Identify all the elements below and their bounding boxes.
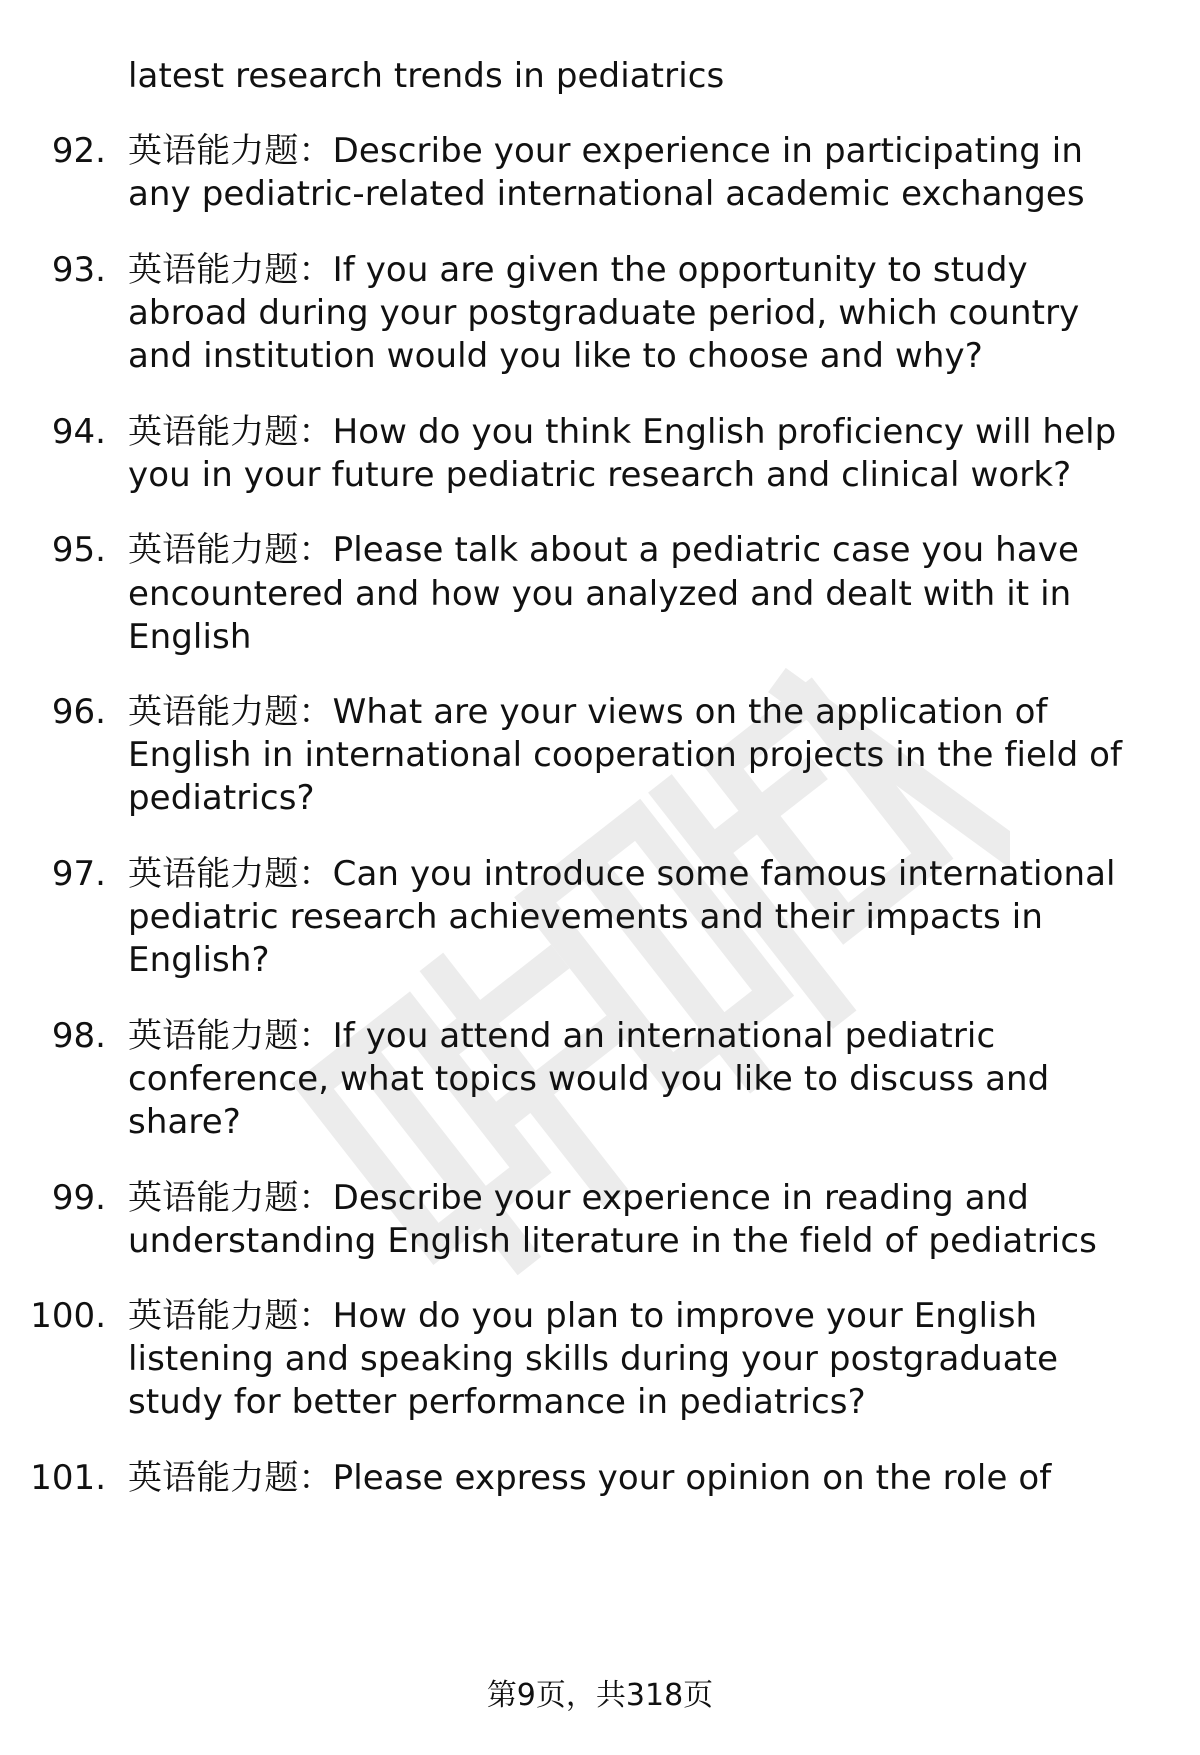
question-line: understanding English literature in the field of pediatrics	[128, 1221, 1097, 1261]
question-text: Describe your experience in participating in	[332, 131, 1084, 171]
question-line: pediatric research achievements and their impacts in	[128, 897, 1043, 937]
question-line: English	[128, 617, 252, 657]
question-text: Describe your experience in reading and	[332, 1178, 1029, 1218]
continuation-line: latest research trends in pediatrics	[128, 56, 725, 96]
question-line: share?	[128, 1102, 241, 1142]
question-number: 95.	[51, 530, 106, 570]
question-line	[128, 688, 1048, 736]
question-number: 94.	[51, 412, 106, 452]
question-line: study for better performance in pediatrics?	[128, 1382, 866, 1422]
question-number: 93.	[51, 250, 106, 290]
question-line: English?	[128, 940, 270, 980]
question-line: you in your future pediatric research and clinical work?	[128, 455, 1072, 495]
question-line	[128, 1012, 995, 1060]
question-number: 98.	[51, 1016, 106, 1056]
question-text: Can you introduce some famous international	[332, 854, 1116, 894]
question-line	[128, 246, 1028, 294]
question-prefix: 英语能力题：	[128, 692, 333, 732]
question-line	[128, 850, 1116, 898]
question-line: encountered and how you analyzed and dealt with it in	[128, 574, 1072, 614]
question-line: pediatrics?	[128, 778, 315, 818]
question-prefix: 英语能力题：	[128, 131, 333, 171]
question-prefix: 英语能力题：	[128, 1296, 333, 1336]
question-text: What are your views on the application of	[332, 692, 1048, 732]
question-line	[128, 408, 1116, 456]
question-prefix: 英语能力题：	[128, 250, 333, 290]
question-text: Please express your opinion on the role of	[332, 1458, 1052, 1498]
question-line: any pediatric-related international academic exchanges	[128, 174, 1085, 214]
question-text: How do you plan to improve your English	[332, 1296, 1038, 1336]
question-text: Please talk about a pediatric case you have	[332, 530, 1079, 570]
question-line: and institution would you like to choose and why?	[128, 336, 983, 376]
question-prefix: 英语能力题：	[128, 854, 333, 894]
question-line	[128, 1292, 1037, 1340]
question-text: How do you think English proficiency will help	[332, 412, 1117, 452]
question-line	[128, 526, 1079, 574]
page-footer: 第9页，共318页	[486, 1678, 714, 1713]
question-number: 96.	[51, 692, 106, 732]
question-text: If you attend an international pediatric	[332, 1016, 996, 1056]
question-prefix: 英语能力题：	[128, 530, 333, 570]
question-prefix: 英语能力题：	[128, 1016, 333, 1056]
question-line: listening and speaking skills during your postgraduate	[128, 1339, 1059, 1379]
question-number: 99.	[51, 1178, 106, 1218]
question-line	[128, 1454, 1051, 1502]
question-number: 92.	[51, 131, 106, 171]
question-number: 101.	[30, 1458, 106, 1498]
question-text: If you are given the opportunity to study	[332, 250, 1028, 290]
question-prefix: 英语能力题：	[128, 412, 333, 452]
question-line	[128, 1174, 1029, 1222]
question-line: abroad during your postgraduate period, which country	[128, 293, 1080, 333]
question-line: English in international cooperation projects in the field of	[128, 735, 1123, 775]
question-number: 100.	[30, 1296, 106, 1336]
question-number: 97.	[51, 854, 106, 894]
question-line: conference, what topics would you like to discuss and	[128, 1059, 1050, 1099]
question-prefix: 英语能力题：	[128, 1458, 333, 1498]
question-line	[128, 127, 1083, 175]
question-prefix: 英语能力题：	[128, 1178, 333, 1218]
